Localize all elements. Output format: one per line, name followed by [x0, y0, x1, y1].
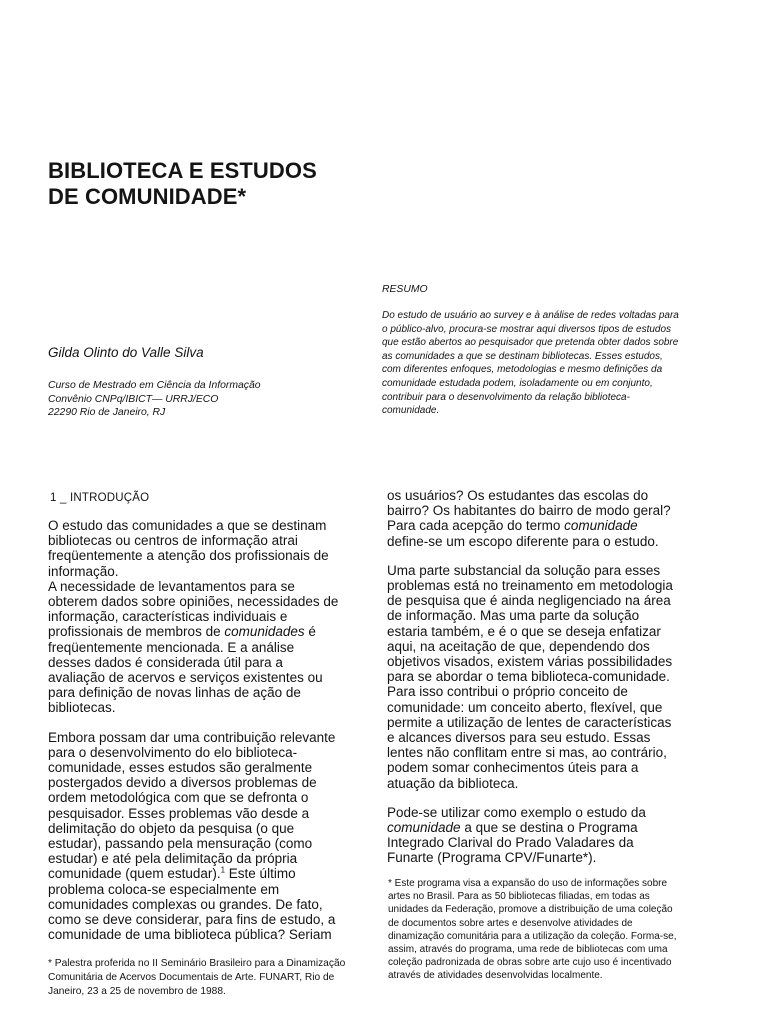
author-name: Gilda Olinto do Valle Silva: [48, 345, 204, 360]
emphasis: comunidades: [224, 624, 305, 640]
abstract-label: RESUMO: [382, 284, 428, 295]
title-line-2: DE COMUNIDADE*: [48, 183, 247, 209]
article-title: [48, 158, 368, 209]
abstract-text: Do estudo de usuário ao survey e à análise de redes voltadas para o público-alvo, procura-se mostrar aqui diversos tipos de estudos que estão abertos ao pesquisador que pretenda obter dados sobre as comunidades a que se destinam bibliotecas. Esses estudos, com diferentes enfoques, metodologias e mesmo definições da comunidade estudada podem, isoladamente ou em conjunto, contribuir para o desenvolvimento da relação biblioteca-comunidade.: [382, 310, 679, 417]
paragraph: Embora possam dar uma contribuição relevante para o desenvolvimento do elo biblioteca-comunidade, esses estudos são geralmente postergados devido a diversos problemas de ordem metodológica com que se defronta o pesquisador. Esses problemas vão desde a delimitação do objeto da pesquisa (o que estudar), passando pela mensuração (como estudar) e até pela delimitação da própria comunidade (quem estudar).$^1$ Este último problema coloca-se especialmente em comunidades complexas ou grandes. De fato, como se deve considerar, para fins de estudo, a comunidade de uma biblioteca pública? Seriam: [48, 729, 336, 943]
left-column: [48, 518, 340, 956]
emphasis: comunidade: [387, 820, 461, 836]
footnote-ref: 1: [220, 865, 226, 875]
affiliation-line-1: Curso de Mestrado em Ciência da Informação: [48, 380, 261, 391]
right-column: [387, 488, 677, 880]
author-affiliation: [48, 379, 308, 420]
paragraph: os usuários? Os estudantes das escolas do bairro? Os habitantes do bairro de modo geral? Para cada acepção do termo comunidade define-se um escopo diferente para o estudo.: [387, 488, 671, 549]
affiliation-line-2: Convênio CNPq/IBICT— URRJ/ECO: [48, 393, 219, 405]
footnote-lecture: * Palestra proferida no II Seminário Brasileiro para a Dinamização Comunitária de Acervos Documentais de Arte. FUNART, Rio de Janeiro, 23 a 25 de novembro de 1988.: [48, 958, 346, 997]
footnote-program: * Este programa visa a expansão do uso de informações sobre artes no Brasil. Para as 50 bibliotecas filiadas, em todas as unidades da Federação, promove a distribuição de uma coleção de documentos sobre artes e desenvolve atividades de dinamização comunitária para a utilização da coleção. Forma-se, assim, através do programa, uma rede de bibliotecas com uma coleção padronizada de obras sobre arte cujo uso é incentivado através de atividades desenvolvidas localmente.: [388, 878, 677, 982]
paragraph: A necessidade de levantamentos para se obterem dados sobre opiniões, necessidades de informação, características individuais e profissionais de membros de comunidades é freqüentemente mencionada. E a análise desses dados é considerada útil para a avaliação de acervos e serviços existentes ou para definição de novas linhas de ação de bibliotecas.: [48, 578, 339, 716]
emphasis: comunidade: [564, 518, 638, 534]
paragraph: O estudo das comunidades a que se destinam bibliotecas ou centros de informação atrai freqüentemente a atenção dos profissionais de informação.: [48, 518, 329, 579]
paragraph: Uma parte substancial da solução para esses problemas está no treinamento em metodologia de pesquisa que é ainda negligenciado na área de informação. Mas uma parte da solução estaria também, e é o que se deseja enfatizar aqui, na aceitação de que, dependendo dos objetivos visados, existem várias possibilidades para se abordar o tema biblioteca-comunidade. Para isso contribui o próprio conceito de comunidade: um conceito aberto, flexível, que permite a utilização de lentes de características e alcances diversos para seu estudo. Essas lentes não conflitam entre si mas, ao contrário, podem somar conhecimentos úteis para a atuação da biblioteca.: [387, 562, 673, 791]
title-line-1: BIBLIOTECA E ESTUDOS: [48, 158, 317, 183]
section-heading: 1 _ INTRODUÇÃO: [50, 492, 150, 504]
paragraph: Pode-se utilizar como exemplo o estudo da comunidade a que se destina o Programa Integrado Clarival do Prado Valadares da Funarte (Programa CPV/Funarte*).: [387, 804, 646, 866]
affiliation-line-3: 22290 Rio de Janeiro, RJ: [48, 407, 166, 419]
